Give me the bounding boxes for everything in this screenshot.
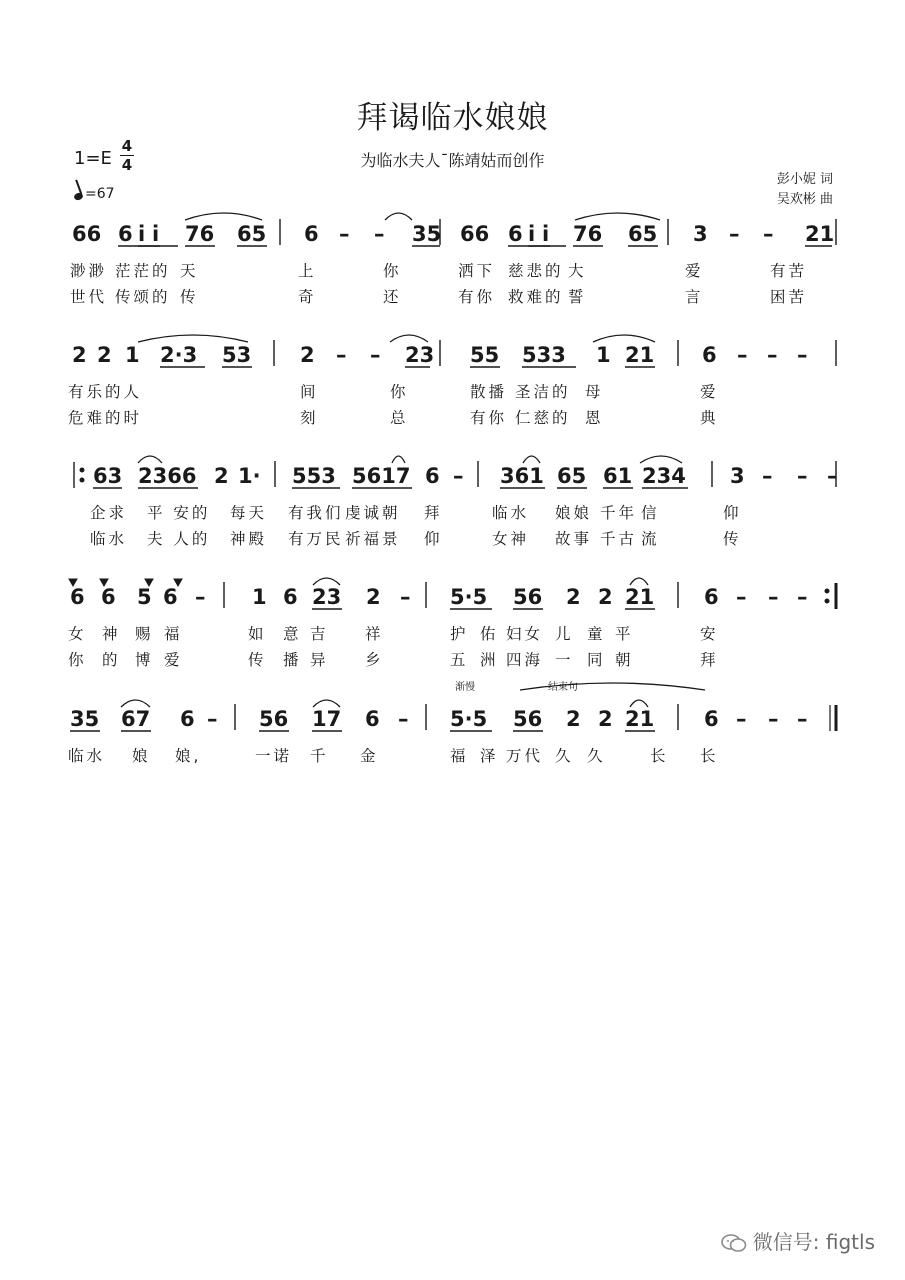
lyric-line-2: 恩	[585, 409, 604, 427]
lyric-line-1: 泽	[480, 747, 499, 765]
watermark-text: 微信号: figtls	[752, 1230, 875, 1254]
note-numeral: 2	[366, 585, 381, 609]
note-numeral: 2	[300, 343, 315, 367]
note-numeral: –	[400, 585, 411, 609]
note-numeral: 56	[513, 707, 543, 731]
lyric-line-2: 一	[555, 651, 574, 669]
lyric-line-2: 异	[310, 651, 329, 669]
lyric-line-2: 总	[390, 409, 409, 427]
repeat-dot	[80, 468, 84, 472]
note-numeral: 2	[72, 343, 87, 367]
lyric-line-1: 福	[164, 625, 183, 643]
note-numeral: 5617	[352, 464, 411, 488]
lyric-line-1: 散播	[470, 383, 508, 401]
note-numeral: 1	[252, 585, 267, 609]
lyric-line-2: 奇	[298, 288, 317, 306]
slur-mark	[385, 213, 412, 220]
note-numeral: 2	[598, 707, 613, 731]
note-numeral: –	[398, 707, 409, 731]
note-numeral: 23	[405, 343, 435, 367]
lyric-line-1: 护	[450, 625, 469, 643]
note-numeral: 65	[237, 222, 267, 246]
lyric-line-1: 爱	[700, 383, 719, 401]
note-numeral: 553	[292, 464, 336, 488]
note-numeral: 66	[72, 222, 102, 246]
lyric-line-1: 母	[585, 383, 604, 401]
lyric-line-2: 有你	[470, 409, 508, 427]
lyric-line-1: 渺渺	[70, 262, 108, 280]
note-numeral: 234	[642, 464, 686, 488]
note-numeral: 2	[598, 585, 613, 609]
lyric-line-2: 故事	[555, 530, 593, 548]
lyric-line-1: 久	[587, 747, 606, 765]
lyric-line-1: 爱	[685, 262, 704, 280]
slur-mark	[630, 700, 648, 707]
note-numeral: 2	[214, 464, 229, 488]
lyric-line-1: 童	[587, 625, 606, 643]
note-numeral: 35	[70, 707, 100, 731]
lyric-line-2: 乡	[365, 651, 384, 669]
note-numeral: 2	[566, 585, 581, 609]
lyric-line-2: 危难的时	[68, 409, 143, 427]
note-numeral: 63	[93, 464, 123, 488]
lyric-line-1: 临水	[492, 504, 530, 522]
note-numeral: 65	[557, 464, 587, 488]
note-numeral: 6	[163, 585, 178, 609]
note-numeral: 361	[500, 464, 544, 488]
note-numeral: 6	[304, 222, 319, 246]
lyric-line-1: 每天	[230, 504, 268, 522]
lyric-line-1: 你	[383, 262, 402, 280]
note-numeral: 61	[603, 464, 633, 488]
repeat-dot	[80, 478, 84, 482]
note-numeral: –	[797, 585, 808, 609]
watermark	[721, 1226, 875, 1255]
note-numeral: –	[797, 707, 808, 731]
lyric-line-2: 四海	[506, 651, 544, 669]
note-numeral: –	[336, 343, 347, 367]
lyric-line-1: 千年	[600, 504, 638, 522]
note-numeral: –	[195, 585, 206, 609]
note-numeral: –	[768, 585, 779, 609]
lyric-line-2: 还	[383, 288, 402, 306]
lyric-line-1: 神	[102, 625, 121, 643]
note-numeral: 3	[730, 464, 745, 488]
lyric-line-2: 言	[685, 288, 704, 306]
lyric-line-2: 世代	[70, 288, 108, 306]
note-numeral: 5·5	[450, 585, 488, 609]
note-numeral: i	[152, 222, 160, 246]
slur-mark	[185, 213, 262, 220]
note-numeral: 56	[513, 585, 543, 609]
note-numeral: –	[339, 222, 350, 246]
lyric-line-1: 茫茫的	[115, 262, 171, 280]
lyric-line-1: 妇女	[506, 625, 544, 643]
lyric-line-1: 娘,	[175, 747, 202, 765]
note-numeral: 65	[628, 222, 658, 246]
lyric-line-1: 祥	[365, 625, 384, 643]
lyric-line-2: 神殿	[230, 530, 268, 548]
lyric-line-1: 娘娘	[555, 504, 593, 522]
note-numeral: 6	[704, 585, 719, 609]
note-numeral: 56	[259, 707, 289, 731]
note-numeral: 6	[702, 343, 717, 367]
lyric-line-1: 信	[641, 504, 660, 522]
lyric-line-1: 安	[700, 625, 719, 643]
note-numeral: –	[374, 222, 385, 246]
key-signature: 1=E	[74, 148, 112, 169]
time-signature-bottom: 4	[121, 156, 133, 174]
note-numeral: 23	[312, 585, 342, 609]
note-numeral: 2	[566, 707, 581, 731]
lyricist-credit: 彭小妮 词	[776, 172, 833, 187]
note-numeral: –	[736, 707, 747, 731]
lyric-line-1: 意	[283, 625, 302, 643]
lyric-line-2: 千古	[600, 530, 638, 548]
note-numeral: 5	[137, 585, 152, 609]
lyric-line-2: 你	[68, 651, 87, 669]
lyric-line-1: 临水	[68, 747, 106, 765]
note-numeral: 2·3	[160, 343, 198, 367]
lyric-line-1: 有苦	[770, 262, 808, 280]
lyric-line-1: 间	[300, 383, 319, 401]
note-numeral: –	[370, 343, 381, 367]
lyric-line-1: 上	[298, 262, 317, 280]
note-numeral: –	[762, 464, 773, 488]
lyric-line-1: 长	[650, 747, 669, 765]
lyric-line-1: 娘	[132, 747, 151, 765]
note-numeral: –	[767, 343, 778, 367]
wechat-icon	[721, 1234, 747, 1252]
lyric-line-1: 慈悲的	[508, 262, 564, 280]
lyric-line-1: 天	[180, 262, 199, 280]
lyric-line-2: 典	[700, 409, 719, 427]
lyric-line-2: 有你	[458, 288, 496, 306]
note-numeral: 6	[704, 707, 719, 731]
slur-mark	[138, 456, 162, 463]
slur-mark	[593, 335, 655, 342]
note-numeral: –	[797, 464, 808, 488]
repeat-dot	[825, 589, 829, 593]
lyric-line-1: 大	[568, 262, 587, 280]
lyric-line-1: 千	[310, 747, 329, 765]
slur-mark	[138, 335, 248, 342]
note-numeral: –	[763, 222, 774, 246]
note-numeral: 6	[70, 585, 85, 609]
note-numeral: 6	[180, 707, 195, 731]
slur-mark	[640, 456, 682, 463]
note-numeral: –	[729, 222, 740, 246]
note-numeral: 1	[596, 343, 611, 367]
lyric-line-1: 虔诚朝	[345, 504, 401, 522]
note-numeral: –	[207, 707, 218, 731]
lyric-line-2: 拜	[700, 651, 719, 669]
note-numeral: i	[528, 222, 536, 246]
lyric-line-1: 你	[390, 383, 409, 401]
note-numeral: i	[138, 222, 146, 246]
note-numeral: 533	[522, 343, 566, 367]
note-numeral: 1·	[238, 464, 261, 488]
tempo-value: =67	[85, 186, 115, 202]
slur-mark	[313, 700, 340, 707]
lyric-line-1: 平	[615, 625, 634, 643]
note-numeral: 6	[283, 585, 298, 609]
note-numeral: 5·5	[450, 707, 488, 731]
lyric-line-2: 洲	[480, 651, 499, 669]
note-numeral: 21	[805, 222, 835, 246]
lyric-line-1: 平 安的	[147, 504, 211, 522]
note-numeral: 6	[118, 222, 133, 246]
lyric-line-1: 久	[555, 747, 574, 765]
lyric-line-2: 刻	[300, 409, 319, 427]
note-numeral: 6	[508, 222, 523, 246]
lyric-line-2: 传	[180, 288, 199, 306]
lyric-line-2: 祈福景	[345, 530, 401, 548]
lyric-line-2: 临水	[90, 530, 128, 548]
lyric-line-1: 万代	[506, 747, 544, 765]
lyric-line-1: 儿	[555, 625, 574, 643]
note-numeral: 2366	[138, 464, 197, 488]
slur-mark	[313, 578, 340, 585]
lyric-line-2: 博	[135, 651, 154, 669]
lyric-line-2: 有万民	[288, 530, 344, 548]
lyric-line-2: 救难的	[508, 288, 564, 306]
lyric-line-1: 福	[450, 747, 469, 765]
note-numeral: –	[827, 464, 838, 488]
note-numeral: 3	[693, 222, 708, 246]
lyric-line-2: 传	[723, 530, 742, 548]
lyric-line-1: 圣洁的	[515, 383, 571, 401]
lyric-line-2: 困苦	[770, 288, 808, 306]
lyric-line-2: 朝	[615, 651, 634, 669]
lyric-line-2: 传颂的	[115, 288, 171, 306]
slur-mark	[390, 335, 428, 342]
slur-mark	[575, 213, 660, 220]
lyric-line-2: 仁慈的	[515, 409, 571, 427]
lyric-line-1: 有乐的人	[68, 383, 143, 401]
note-numeral: –	[797, 343, 808, 367]
note-numeral: 55	[470, 343, 500, 367]
lyric-line-1: 赐	[135, 625, 154, 643]
note-numeral: 6	[101, 585, 116, 609]
note-numeral: 6	[365, 707, 380, 731]
lyric-line-1: 金	[360, 747, 379, 765]
lyric-line-1: 佑	[480, 625, 499, 643]
lyric-line-1: 长	[700, 747, 719, 765]
lyric-line-2: 传	[248, 651, 267, 669]
composer-credit: 吴欢彬 曲	[776, 192, 833, 207]
lyric-line-1: 吉	[310, 625, 329, 643]
lyric-line-2: 女神	[492, 530, 530, 548]
song-subtitle: 为临水夫人¯陈靖姑而创作	[360, 151, 545, 170]
lyric-line-1: 如	[248, 625, 267, 643]
ending-marking: 结束句	[548, 682, 578, 693]
lyric-line-1: 企求	[90, 504, 128, 522]
lyric-line-2: 流	[641, 530, 660, 548]
note-numeral: –	[768, 707, 779, 731]
lyric-line-2: 的	[102, 651, 121, 669]
lyric-line-2: 誓	[568, 288, 587, 306]
song-title: 拜谒临水娘娘	[356, 100, 549, 136]
lyric-line-2: 五	[450, 651, 469, 669]
slur-mark	[392, 456, 405, 463]
repeat-dot	[825, 599, 829, 603]
slur-mark	[523, 456, 540, 463]
lyric-line-2: 仰	[424, 530, 443, 548]
note-numeral: 21	[625, 707, 655, 731]
note-numeral: 76	[573, 222, 603, 246]
lyric-line-1: 仰	[723, 504, 742, 522]
note-numeral: 6	[425, 464, 440, 488]
note-numeral: 21	[625, 585, 655, 609]
slur-mark	[630, 578, 648, 585]
lyric-line-1: 有我们	[288, 504, 344, 522]
note-numeral: 67	[121, 707, 151, 731]
dynamic-marking: 渐慢	[455, 682, 475, 693]
note-numeral: –	[736, 585, 747, 609]
note-numeral: –	[453, 464, 464, 488]
note-numeral: i	[542, 222, 550, 246]
note-numeral: 35	[412, 222, 442, 246]
note-numeral: 1	[125, 343, 140, 367]
lyric-line-2: 播	[283, 651, 302, 669]
lyric-line-2: 爱	[164, 651, 183, 669]
lyric-line-1: 一诺	[255, 747, 293, 765]
note-numeral: 17	[312, 707, 342, 731]
lyric-line-1: 拜	[424, 504, 443, 522]
lyric-line-2: 同	[587, 651, 606, 669]
note-numeral: 76	[185, 222, 215, 246]
slur-mark	[121, 700, 150, 707]
lyric-line-1: 女	[68, 625, 87, 643]
lyric-line-2: 夫 人的	[147, 530, 211, 548]
lyric-line-1: 洒下	[458, 262, 496, 280]
time-signature-top: 4	[121, 137, 133, 155]
note-numeral: –	[737, 343, 748, 367]
note-numeral: 21	[625, 343, 655, 367]
note-numeral: 2	[97, 343, 112, 367]
note-numeral: 66	[460, 222, 490, 246]
note-numeral: 53	[222, 343, 252, 367]
